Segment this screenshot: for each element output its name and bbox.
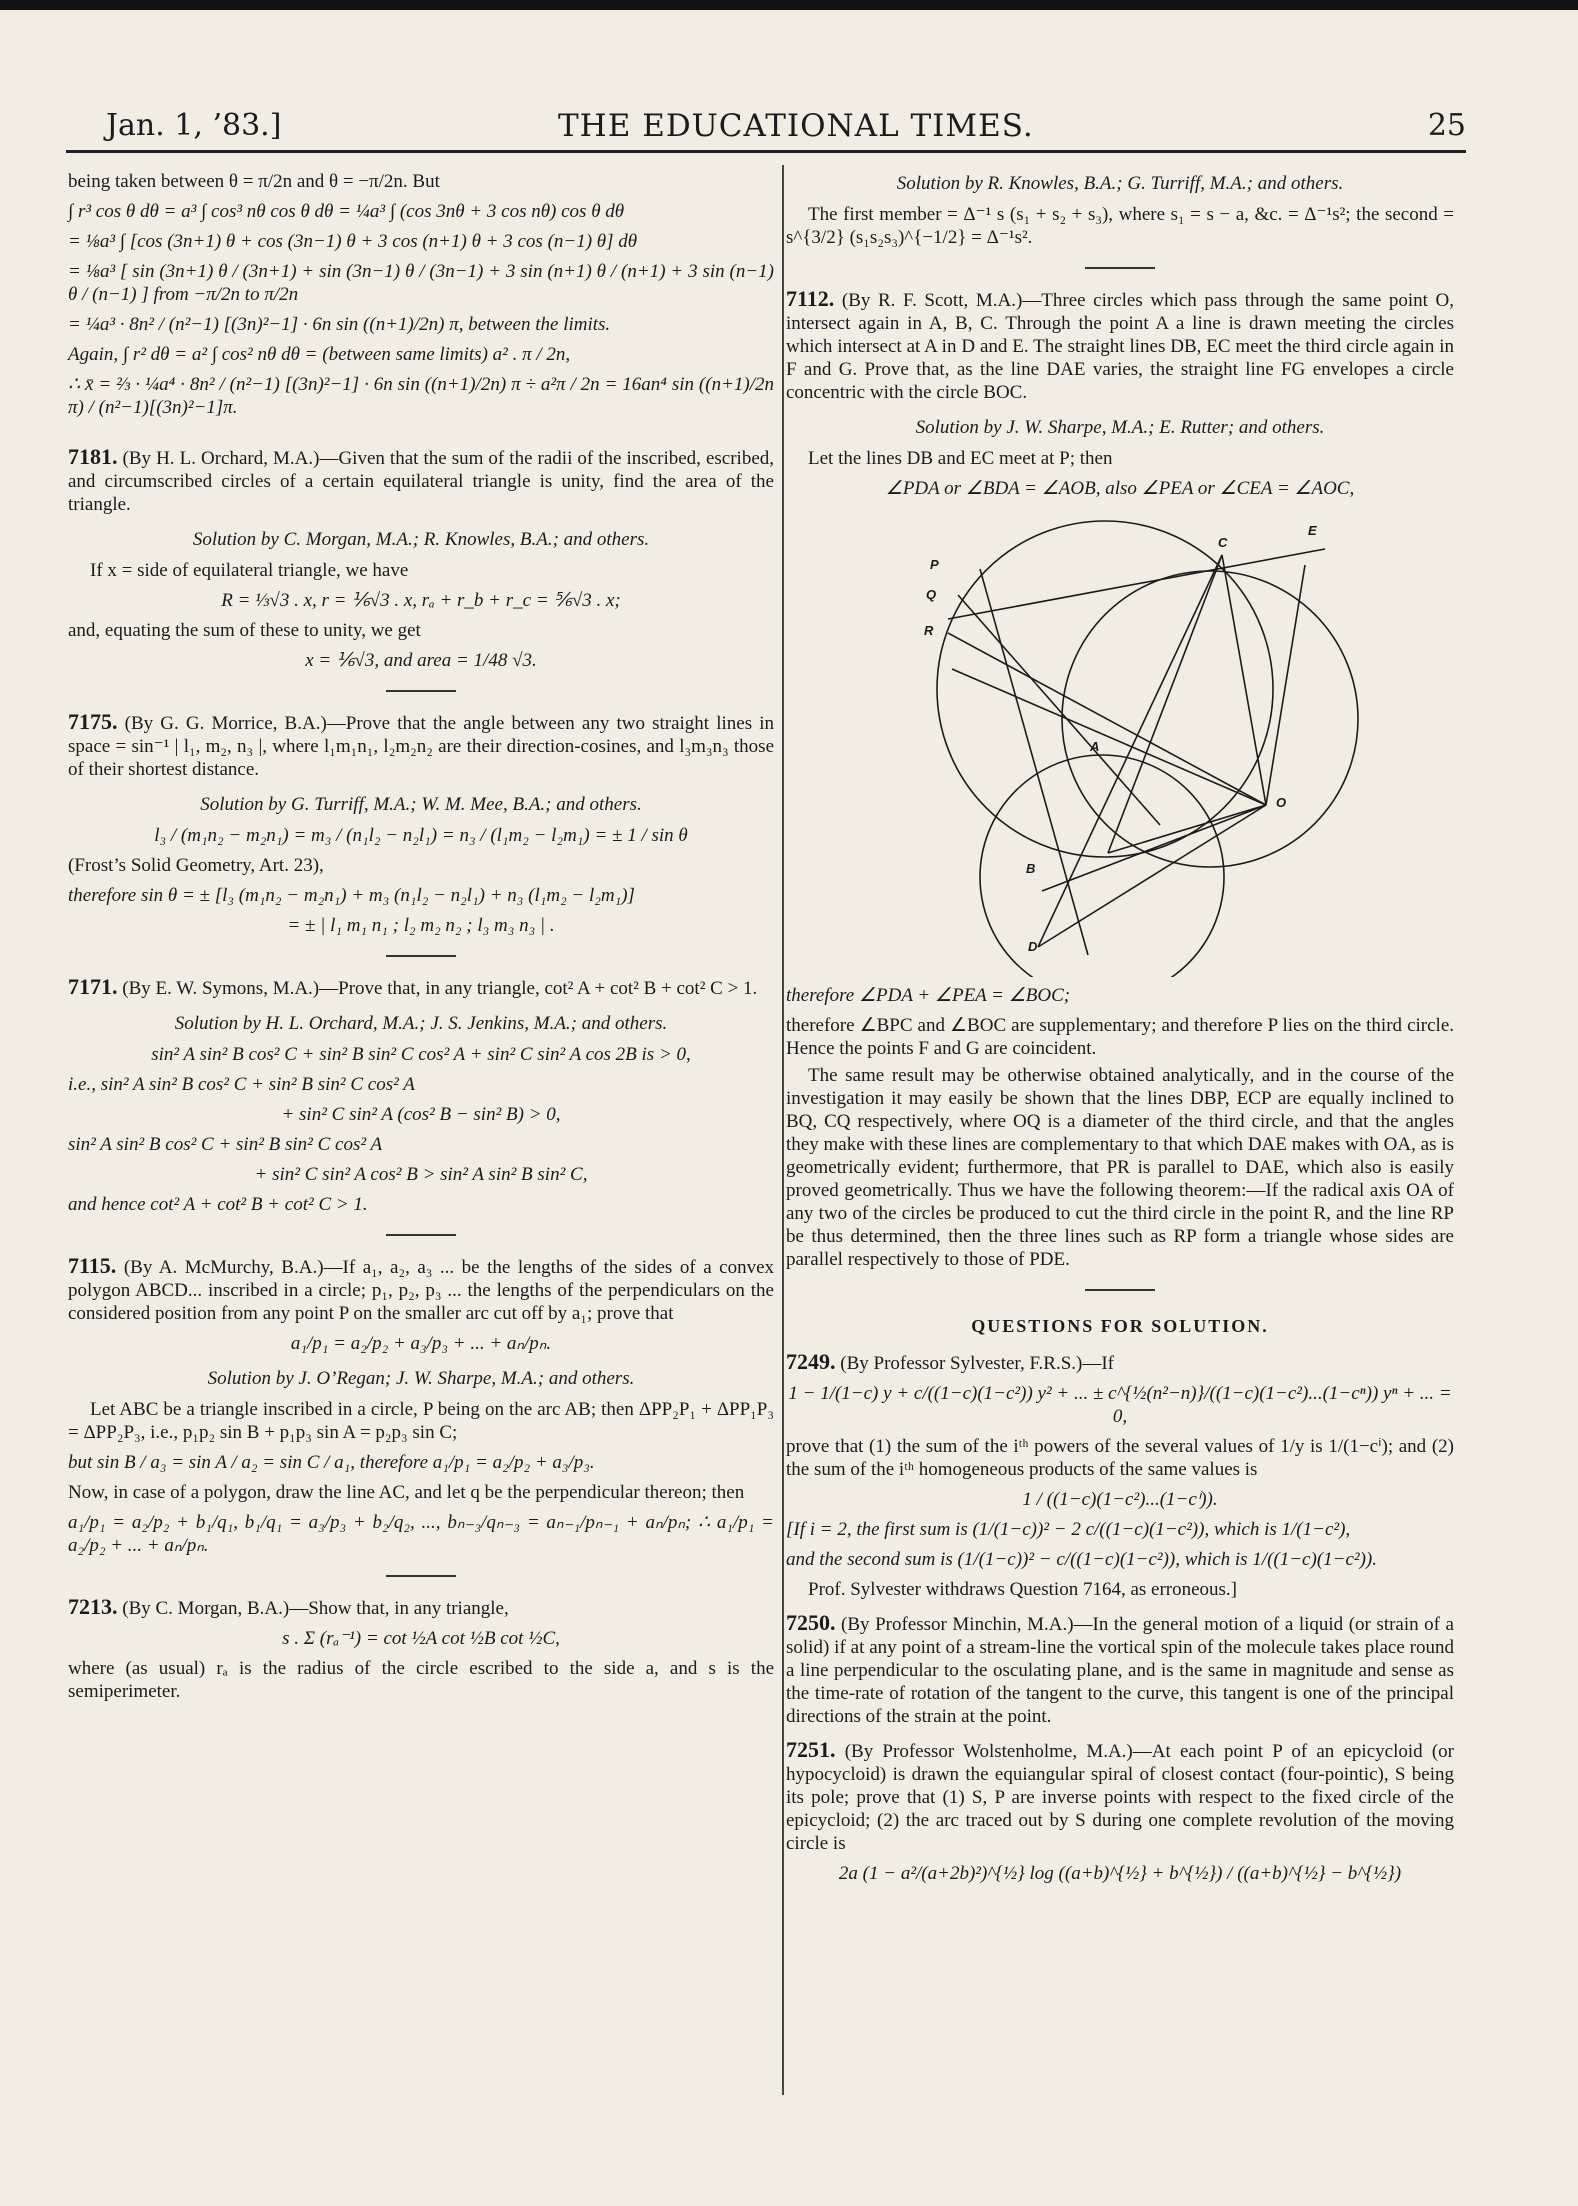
- question-7251: [786, 1738, 1454, 1885]
- body-text: Let ABC be a triangle inscribed in a circle, P being on the arc AB; then ΔPP₂P₁ + ΔPP₁P₃ = ΔPP₂P₃, i.e., p₁p₂ sin B + p₁p₃ sin A = p₂p₃ sin C;: [68, 1399, 774, 1443]
- line-ao: [1108, 805, 1266, 853]
- separator-rule: [1085, 267, 1155, 269]
- question-number: 7181.: [68, 444, 118, 469]
- solution-credit: Solution by R. Knowles, B.A.; G. Turriff, M.A.; and others.: [896, 173, 1344, 194]
- body-text: therefore ∠BPC and ∠BOC are supplementary; and therefore P lies on the third circle. Hence the points F and G are coincident.: [786, 1015, 1454, 1059]
- question-number: 7112.: [786, 286, 835, 311]
- equation: 1 / ((1−c)(1−c²)...(1−cⁱ)).: [1022, 1489, 1218, 1510]
- solution-credit: Solution by G. Turriff, M.A.; W. M. Mee, B.A.; and others.: [200, 794, 642, 815]
- separator-rule: [386, 1234, 456, 1236]
- equation: sin² A sin² B cos² C + sin² B sin² C cos² A + sin² C sin² A cos 2B is > 0,: [151, 1044, 691, 1065]
- solution-credit: Solution by J. O’Regan; J. W. Sharpe, M.A.; and others.: [207, 1368, 635, 1389]
- body-text: Now, in case of a polygon, draw the line AC, and let q be the perpendicular thereon; then: [68, 1482, 745, 1503]
- line-pa: [958, 595, 1160, 825]
- equation: l₃ / (m₁n₂ − m₂n₁) = m₃ / (n₁l₂ − n₂l₁) = n₃ / (l₁m₂ − l₂m₁) = ± 1 / sin θ: [154, 825, 688, 846]
- header-title: THE EDUCATIONAL TIMES.: [558, 108, 1034, 144]
- question-text: (By C. Morgan, B.A.)—Show that, in any triangle,: [122, 1598, 509, 1619]
- equation: 1 − 1/(1−c) y + c/((1−c)(1−c²)) y² + ... ± c^{½(n²−n)}/((1−c)(1−c²)...(1−cⁿ)) yⁿ + ... = 0,: [788, 1383, 1452, 1427]
- equation: 2a (1 − a²/(a+2b)²)^{½} log ((a+b)^{½} + b^{½}) / ((a+b)^{½} − b^{½}): [838, 1863, 1402, 1884]
- equation: = ¼a³ · 8n² / (n²−1) [(3n)²−1] · 6n sin ((n+1)/2n) π, between the limits.: [68, 314, 611, 335]
- body-text: If x = side of equilateral triangle, we have: [90, 560, 409, 581]
- line-co: [1222, 555, 1266, 805]
- question-number: 7249.: [786, 1349, 836, 1374]
- equation: a₁/p₁ = a₂/p₂ + b₁/q₁, b₁/q₁ = a₃/p₃ + b₂/q₂, ..., bₙ₋₃/qₙ₋₃ = aₙ₋₁/pₙ₋₁ + aₙ/pₙ; ∴ a₁/p₁ = a₂/p₂ + ... + aₙ/pₙ.: [68, 1512, 774, 1556]
- header-date: Jan. 1, ’83.]: [106, 108, 282, 143]
- equation: ∴ x̄ = ⅔ · ¼a⁴ · 8n² / (n²−1) [(3n)²−1] · 6n sin ((n+1)/2n) π ÷ a²π / 2n = 16an⁴ sin ((n+1)/2n π) / (n²−1)[(3n)²−1]π.: [68, 374, 774, 418]
- label-e: E: [1308, 523, 1317, 538]
- body-text: The first member = Δ⁻¹ s (s₁ + s₂ + s₃), where s₁ = s − a, &c. = Δ⁻¹s²; the second = s^{3/2} (s₁s₂s₃)^{−1/2} = Δ⁻¹s².: [786, 204, 1454, 248]
- equation: and the second sum is (1/(1−c))² − c/((1−c)(1−c²)), which is 1/((1−c)(1−c²)).: [786, 1549, 1378, 1570]
- line-pd: [980, 569, 1088, 955]
- question-7112: [786, 287, 1454, 1271]
- equation: ∫ r³ cos θ dθ = a³ ∫ cos³ nθ cos θ dθ = ¼a³ ∫ (cos 3nθ + 3 cos nθ) cos θ dθ: [68, 201, 625, 222]
- equation: x = ⅙√3, and area = 1/48 √3.: [305, 650, 537, 671]
- equation: = ± | l₁ m₁ n₁ ; l₂ m₂ n₂ ; l₃ m₃ n₃ | .: [287, 915, 555, 936]
- question-7249: [786, 1350, 1454, 1601]
- equation: Again, ∫ r² dθ = a² ∫ cos² nθ dθ = (between same limits) a² . π / 2n,: [68, 344, 571, 365]
- question-text: (By Professor Minchin, M.A.)—In the general motion of a liquid (or strain of a solid) if at any point of a stream-line the vortical spin of the molecule takes place round a line perpendicular to the osculating plane, and is the same in magnitude and sense as the time-rate of rotation of the tangent to the curve, this tangent is one of the principal directions of the strain at the point.: [786, 1614, 1454, 1727]
- question-7181: [68, 445, 774, 672]
- intro-text: being taken between θ = π/2n and θ = −π/2n. But: [68, 171, 440, 192]
- header-rule: [66, 150, 1466, 153]
- geometry-figure: [840, 507, 1400, 977]
- separator-rule: [386, 1575, 456, 1577]
- body-text: (Frost’s Solid Geometry, Art. 23),: [68, 855, 324, 876]
- question-text: (By H. L. Orchard, M.A.)—Given that the sum of the radii of the inscribed, escribed, and circumscribed circles of a certain equilateral triangle is unity, find the area of the triangle.: [68, 448, 774, 515]
- body-text: where (as usual) rₐ is the radius of the circle escribed to the side a, and s is the semiperimeter.: [68, 1658, 774, 1702]
- solution-credit: Solution by J. W. Sharpe, M.A.; E. Rutter; and others.: [915, 417, 1325, 438]
- equation: + sin² C sin² A cos² B > sin² A sin² B sin² C,: [254, 1164, 588, 1185]
- body-text: Let the lines DB and EC meet at P; then: [808, 448, 1113, 469]
- question-7213: [68, 1595, 774, 1703]
- solution-credit: Solution by H. L. Orchard, M.A.; J. S. Jenkins, M.A.; and others.: [174, 1013, 668, 1034]
- column-divider: [782, 165, 784, 2095]
- question-text: (By G. G. Morrice, B.A.)—Prove that the angle between any two straight lines in space = sin⁻¹ | l₁, m₂, n₃ |, where l₁m₁n₁, l₂m₂n₂ are their direction-cosines, and l₃m₃n₃ those of their shortest distance.: [68, 713, 775, 780]
- body-text: Prof. Sylvester withdraws Question 7164, as erroneous.]: [808, 1579, 1238, 1600]
- label-r: R: [924, 623, 934, 638]
- question-text: (By Professor Wolstenholme, M.A.)—At each point P of an epicycloid (or hypocycloid) is drawn the equiangular spiral of closest contact (four-pointic), S being its pole; prove that (1) S, P are inverse points with respect to the fixed circle of the epicycloid; (2) the arc traced out by S during one complete revolution of the moving circle is: [786, 1741, 1454, 1854]
- label-c: C: [1218, 535, 1228, 550]
- body-text: prove that (1) the sum of the iᵗʰ powers of the several values of 1/y is 1/(1−cⁱ); and (2) the sum of the iᵗʰ homogeneous products of the same values is: [786, 1436, 1454, 1480]
- right-column: [786, 170, 1454, 1892]
- line-pe: [948, 549, 1325, 619]
- question-number: 7213.: [68, 1594, 118, 1619]
- top-border: [0, 0, 1578, 10]
- equation: therefore sin θ = ± [l₃ (m₁n₂ − m₂n₁) + m₃ (n₁l₂ − n₂l₁) + n₃ (l₁m₂ − l₂m₁)]: [68, 885, 635, 906]
- question-number: 7115.: [68, 1253, 117, 1278]
- equation: ∠PDA or ∠BDA = ∠AOB, also ∠PEA or ∠CEA = ∠AOC,: [885, 478, 1355, 499]
- page-header: [96, 108, 1476, 154]
- equation: i.e., sin² A sin² B cos² C + sin² B sin² C cos² A: [68, 1074, 415, 1095]
- label-o: O: [1276, 795, 1287, 810]
- question-text: (By A. McMurchy, B.A.)—If a₁, a₂, a₃ ... be the lengths of the sides of a convex polygon ABCD... inscribed in a circle; p₁, p₂, p₃ ... the lengths of the perpendiculars on the considered position from any point P on the smaller arc cut off by a₁; prove that: [68, 1257, 775, 1324]
- equation: s . Σ (rₐ⁻¹) = cot ½A cot ½B cot ½C,: [282, 1628, 560, 1649]
- section-title: QUESTIONS FOR SOLUTION.: [971, 1316, 1269, 1336]
- equation: = ⅛a³ [ sin (3n+1) θ / (3n+1) + sin (3n−1) θ / (3n−1) + 3 sin (n+1) θ / (n+1) + 3 sin (n−1) θ / (n−1) ] from −π/2n to π/2n: [68, 261, 774, 305]
- question-number: 7251.: [786, 1737, 836, 1762]
- line-eo: [1266, 565, 1305, 805]
- separator-rule: [386, 690, 456, 692]
- equation: R = ⅓√3 . x, r = ⅙√3 . x, rₐ + r_b + r_c = ⅚√3 . x;: [221, 590, 621, 611]
- label-a: A: [1090, 739, 1100, 754]
- equation: therefore ∠PDA + ∠PEA = ∠BOC;: [786, 985, 1071, 1006]
- equation: + sin² C sin² A (cos² B − sin² B) > 0,: [281, 1104, 561, 1125]
- body-text: and, equating the sum of these to unity, we get: [68, 620, 421, 641]
- question-text: (By E. W. Symons, M.A.)—Prove that, in any triangle, cot² A + cot² B + cot² C > 1.: [122, 978, 758, 999]
- question-7250: [786, 1611, 1454, 1728]
- equation: a₁/p₁ = a₂/p₂ + a₃/p₃ + ... + aₙ/pₙ.: [290, 1333, 552, 1354]
- question-text: (By R. F. Scott, M.A.)—Three circles which pass through the same point O, intersect again in A, B, C. Through the point A a line is drawn meeting the circles which intersect at A in D and E. The straight lines DB, EC meet the third circle again in F and G. Prove that, as the line DAE varies, the straight line FG envelopes a circle concentric with the circle BOC.: [786, 290, 1455, 403]
- line-ac: [1108, 555, 1222, 853]
- label-b: B: [1026, 861, 1036, 876]
- question-7115: [68, 1254, 774, 1557]
- label-d: D: [1028, 939, 1038, 954]
- question-text: (By Professor Sylvester, F.R.S.)—If: [840, 1353, 1114, 1374]
- left-column: [68, 170, 774, 1707]
- label-p: P: [930, 557, 939, 572]
- solution-credit: Solution by C. Morgan, M.A.; R. Knowles, B.A.; and others.: [192, 529, 650, 550]
- body-text: The same result may be otherwise obtained analytically, and in the course of the investigation it may easily be shown that the lines DBP, ECP are equally inclined to BQ, CQ respectively, where OQ is a diameter of the third circle, and that the angles they make with these lines are complementary to that which DAE makes with OA, as is geometrically evident; furthermore, that PR is parallel to DAE, which also is easily proved geometrically. Thus we have the following theorem:—If the radical axis OA of any two of the circles be produced to cut the third circle in the point R, and the line RP be thus determined, then the three lines such as RP form a triangle whose sides are parallel respectively to those of PDE.: [786, 1065, 1454, 1270]
- question-number: 7250.: [786, 1610, 836, 1635]
- separator-rule: [386, 955, 456, 957]
- equation: but sin B / a₃ = sin A / a₂ = sin C / a₁, therefore a₁/p₁ = a₂/p₂ + a₃/p₃.: [68, 1452, 595, 1473]
- line-ro: [952, 669, 1266, 805]
- equation: and hence cot² A + cot² B + cot² C > 1.: [68, 1194, 368, 1215]
- equation: = ⅛a³ ∫ [cos (3n+1) θ + cos (3n−1) θ + 3 cos (n+1) θ + 3 cos (n−1) θ] dθ: [68, 231, 638, 252]
- question-number: 7171.: [68, 974, 118, 999]
- question-number: 7175.: [68, 709, 118, 734]
- question-7175: [68, 710, 774, 937]
- header-page-number: 25: [1427, 108, 1466, 143]
- question-7171: [68, 975, 774, 1216]
- equation: [If i = 2, the first sum is (1/(1−c))² − 2 c/((1−c)(1−c²)), which is 1/(1−c²),: [786, 1519, 1351, 1540]
- line-qo: [948, 633, 1266, 805]
- label-q: Q: [926, 587, 937, 602]
- separator-rule: [1085, 1289, 1155, 1291]
- equation: sin² A sin² B cos² C + sin² B sin² C cos² A: [68, 1134, 383, 1155]
